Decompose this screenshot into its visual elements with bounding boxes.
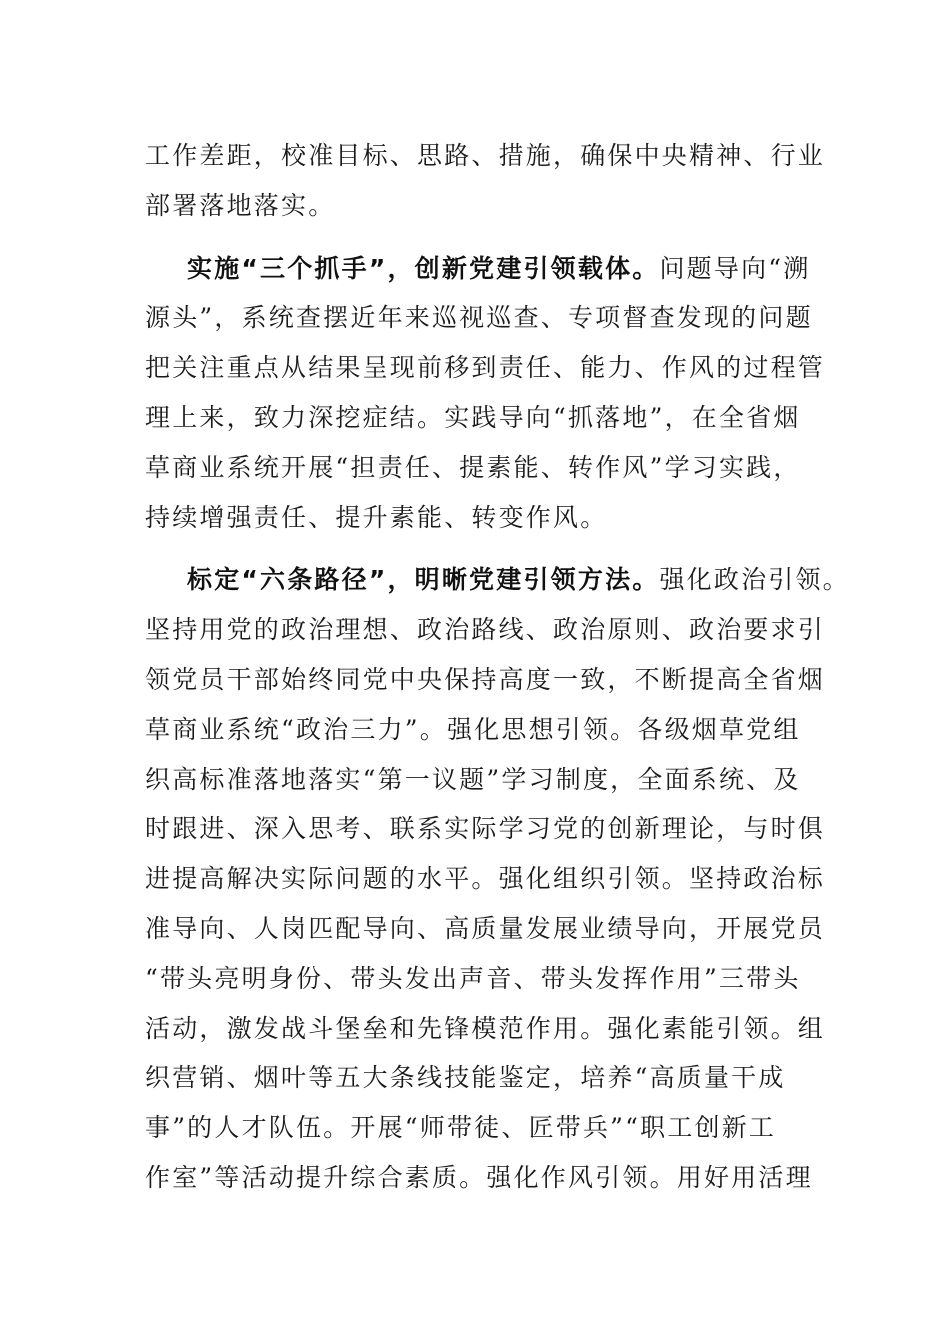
document-body bbox=[145, 131, 850, 1203]
text-line: 工作差距，校准目标、思路、措施，确保中央精神、行业 bbox=[145, 141, 826, 170]
text-line: 织高标准落地落实“第一议题”学习制度，全面系统、及 bbox=[145, 764, 801, 794]
paragraph-text: 强化政治引领。 bbox=[659, 565, 850, 595]
paragraph-text: 问题导向“溯 bbox=[659, 253, 811, 283]
text-line: 持续增强责任、提升素能、转变作风。 bbox=[145, 502, 608, 532]
paragraph-1 bbox=[145, 131, 826, 231]
paragraph-2 bbox=[145, 244, 826, 543]
text-line: 进提高解决实际问题的水平。强化组织引领。坚持政治标 bbox=[145, 864, 826, 894]
paragraph-heading: 标定“六条路径”，明晰党建引领方法。 bbox=[187, 565, 660, 595]
text-line: 草商业系统“政治三力”。强化思想引领。各级烟草党组 bbox=[145, 714, 801, 744]
text-line: 作室”等活动提升综合素质。强化作风引领。用好用活理 bbox=[145, 1162, 813, 1192]
text-line: 事”的人才队伍。开展“师带徒、匠带兵”“职工创新工 bbox=[145, 1113, 777, 1143]
text-line: 准导向、人岗匹配导向、高质量发展业绩导向，开展党员 bbox=[145, 913, 826, 943]
text-line: 领党员干部始终同党中央保持高度一致，不断提高全省烟 bbox=[145, 664, 826, 694]
paragraph-3 bbox=[145, 555, 850, 1202]
text-line: 织营销、烟叶等五大条线技能鉴定，培养“高质量干成 bbox=[145, 1063, 786, 1093]
text-line: 活动，激发战斗堡垒和先锋模范作用。强化素能引领。组 bbox=[145, 1013, 826, 1043]
text-line: 时跟进、深入思考、联系实际学习党的创新理论，与时俱 bbox=[145, 814, 826, 844]
text-line: 把关注重点从结果呈现前移到责任、能力、作风的过程管 bbox=[145, 353, 826, 383]
text-line: 坚持用党的政治理想、政治路线、政治原则、政治要求引 bbox=[145, 615, 826, 645]
text-line: 草商业系统开展“担责任、提素能、转作风”学习实践， bbox=[145, 452, 801, 482]
paragraph-first-line bbox=[145, 555, 850, 605]
text-line: 部署落地落实。 bbox=[145, 190, 336, 220]
paragraph-first-line bbox=[145, 244, 817, 294]
text-line: 源头”，系统查摆近年来巡视巡查、专项督查发现的问题 bbox=[145, 303, 813, 333]
paragraph-heading: 实施“三个抓手”，创新党建引领载体。 bbox=[187, 253, 660, 283]
text-line: “带头亮明身份、带头发出声音、带头发挥作用”三带头 bbox=[145, 963, 801, 993]
text-line: 理上来，致力深挖症结。实践导向“抓落地”，在全省烟 bbox=[145, 402, 801, 432]
